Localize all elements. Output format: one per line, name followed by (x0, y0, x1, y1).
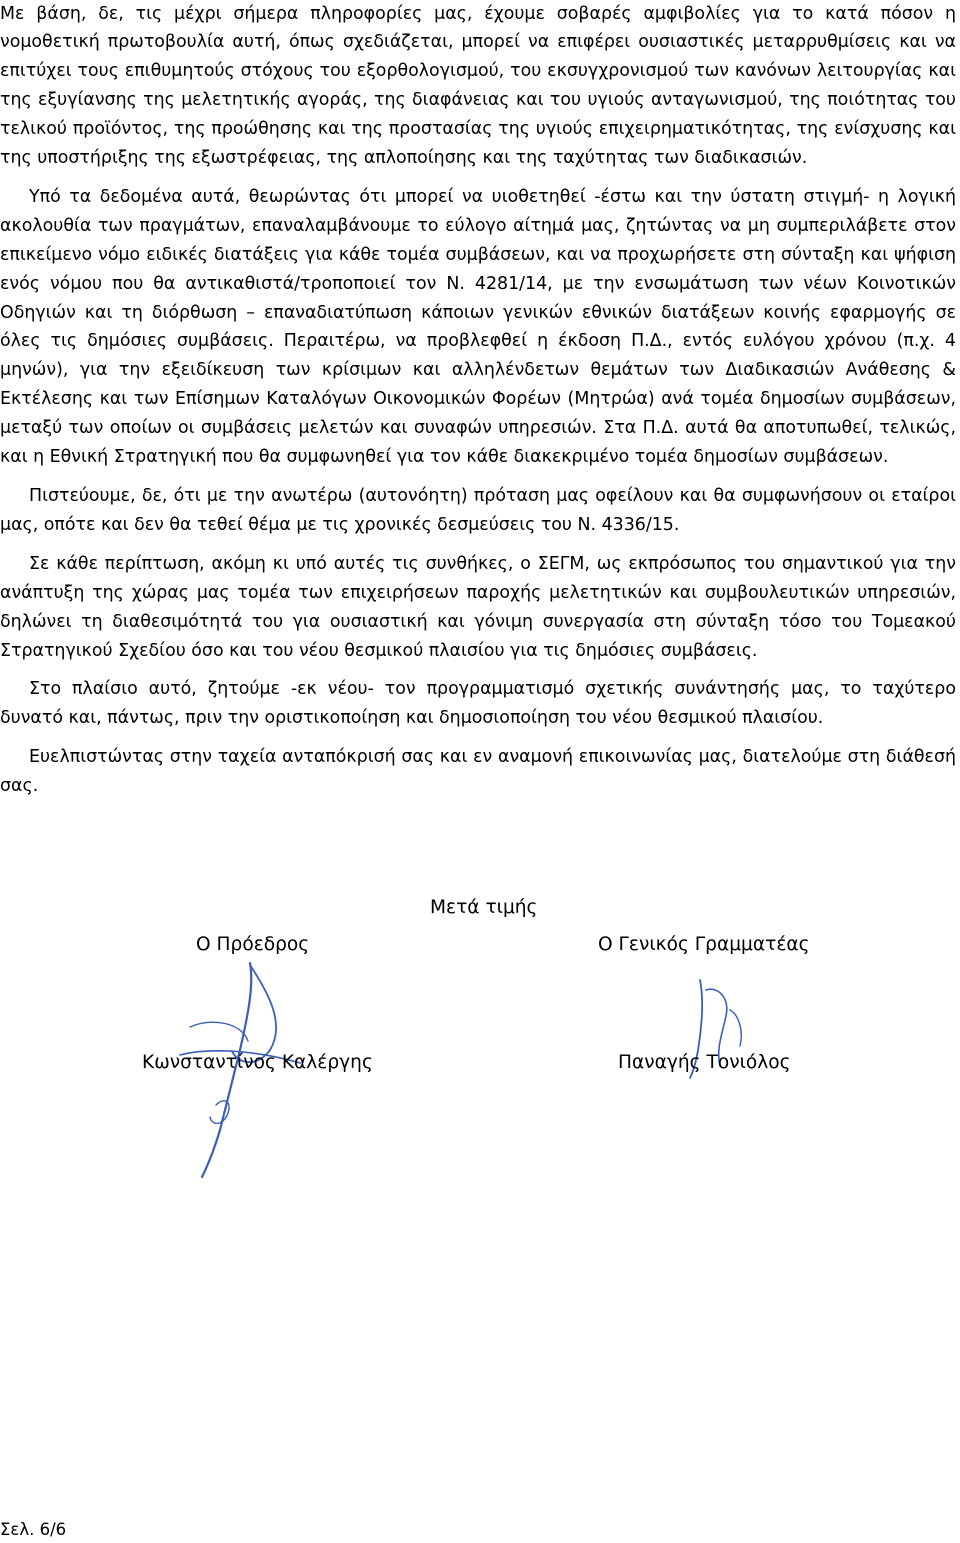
closing-salutation: Μετά τιμής (430, 897, 538, 918)
signatory-left-role: Ο Πρόεδρος (196, 934, 310, 955)
paragraph-3: Πιστεύουμε, δε, ότι με την ανωτέρω (αυτονόητη) πρόταση μας οφείλουν και θα συμφωνήσουν οι εταίροι μας, οπότε και δεν θα τεθεί θέμα με τις χρονικές δεσμεύσεις του Ν. 4336/15. (0, 486, 956, 535)
signatory-left-name: Κωνσταντίνος Καλέργης (142, 1052, 373, 1073)
paragraph-4: Σε κάθε περίπτωση, ακόμη κι υπό αυτές τις συνθήκες, ο ΣΕΓΜ, ως εκπρόσωπος του σημαντικού για την ανάπτυξη της χώρας μας τομέα των επιχειρήσεων παροχής μελετητικών και συμβουλευτικών υπηρεσιών, δηλώνει τη διαθεσιμότητά του για ουσιαστική και γόνιμη συνεργασία στη σύνταξη τόσο του Τομεακού Στρατηγικού Σχεδίου όσο και του νέου θεσμικού πλαισίου για τις δημόσιες συμβάσεις. (0, 553, 956, 661)
signatory-right-role: Ο Γενικός Γραμματέας (598, 934, 810, 955)
paragraph-5: Στο πλαίσιο αυτό, ζητούμε -εκ νέου- τον προγραμματισμό σχετικής συνάντησής μας, το ταχύτερο δυνατό και, πάντως, πριν την οριστικοποίηση και δημοσιοποίηση του νέου θεσμικού πλαισίου. (0, 679, 956, 729)
paragraph-6: Ευελπιστώντας στην ταχεία ανταπόκρισή σας και εν αναμονή επικοινωνίας μας, διατελούμε στη διάθεσή σας. (0, 747, 956, 797)
signatory-right-name: Παναγής Τονιόλος (618, 1052, 791, 1073)
page-number: Σελ. 6/6 (0, 1520, 67, 1539)
paragraph-2: Υπό τα δεδομένα αυτά, θεωρώντας ότι μπορεί να υιοθετηθεί -έστω και την ύστατη στιγμή- η λογική ακολουθία των πραγμάτων, επαναλαμβάνουμε το εύλογο αίτημά μας, ζητώντας να μη συμπεριλάβετε στον επικείμενο νόμο ειδικές διατάξεις για κάθε τομέα συμβάσεων, και να προχωρήσετε στη σύνταξη και ψήφιση ενός νόμου που θα αντικαθιστά/τροποποιεί τον Ν. 4281/14, με την ενσωμάτωση των νέων Κοινοτικών Οδηγιών και τη διόρθωση – επαναδιατύπωση κάποιων γενικών εθνικών διατάξεων κοινής εφαρμογής σε όλες τις δημόσιες συμβάσεις. Περαιτέρω, να προβλεφθεί η έκδοση Π.Δ., εντός ευλόγου χρόνου (π.χ. 4 μηνών), για την εξειδίκευση των κρίσιμων και αλληλένδετων θεμάτων των Διαδικασιών Ανάθεσης & Εκτέλεσης και των Επίσημων Καταλόγων Οικονομικών Φορέων (Μητρώα) ανά τομέα δημοσίων συμβάσεων, μεταξύ των οποίων οι συμβάσεις μελετών και συναφών υπηρεσιών. Στα Π.Δ. αυτά θα αποτυπωθεί, τελικώς, και η Εθνική Στρατηγική που θα συμφωνηθεί για τον κάθε διακεκριμένο τομέα δημοσίων συμβάσεων. (0, 186, 956, 468)
paragraph-1: Με βάση, δε, τις μέχρι σήμερα πληροφορίες μας, έχουμε σοβαρές αμφιβολίες για το κατά πόσον η νομοθετική πρωτοβουλία αυτή, όπως σχεδιάζεται, μπορεί να επιφέρει ουσιαστικές μεταρρυθμίσεις και να επιτύχει τους επιθυμητούς στόχους του εξορθολογισμού, του εκσυγχρονισμού των κανόνων λειτουργίας και της εξυγίανσης της μελετητικής αγοράς, της διαφάνειας και του υγιούς ανταγωνισμού, της ποιότητας του τελικού προϊόντος, της προώθησης και της προστασίας της υγιούς επιχειρηματικότητας, της ενίσχυσης και της υποστήριξης της εξωστρέφειας, της απλοποίησης και της ταχύτητας των διαδικασιών. (0, 3, 956, 169)
